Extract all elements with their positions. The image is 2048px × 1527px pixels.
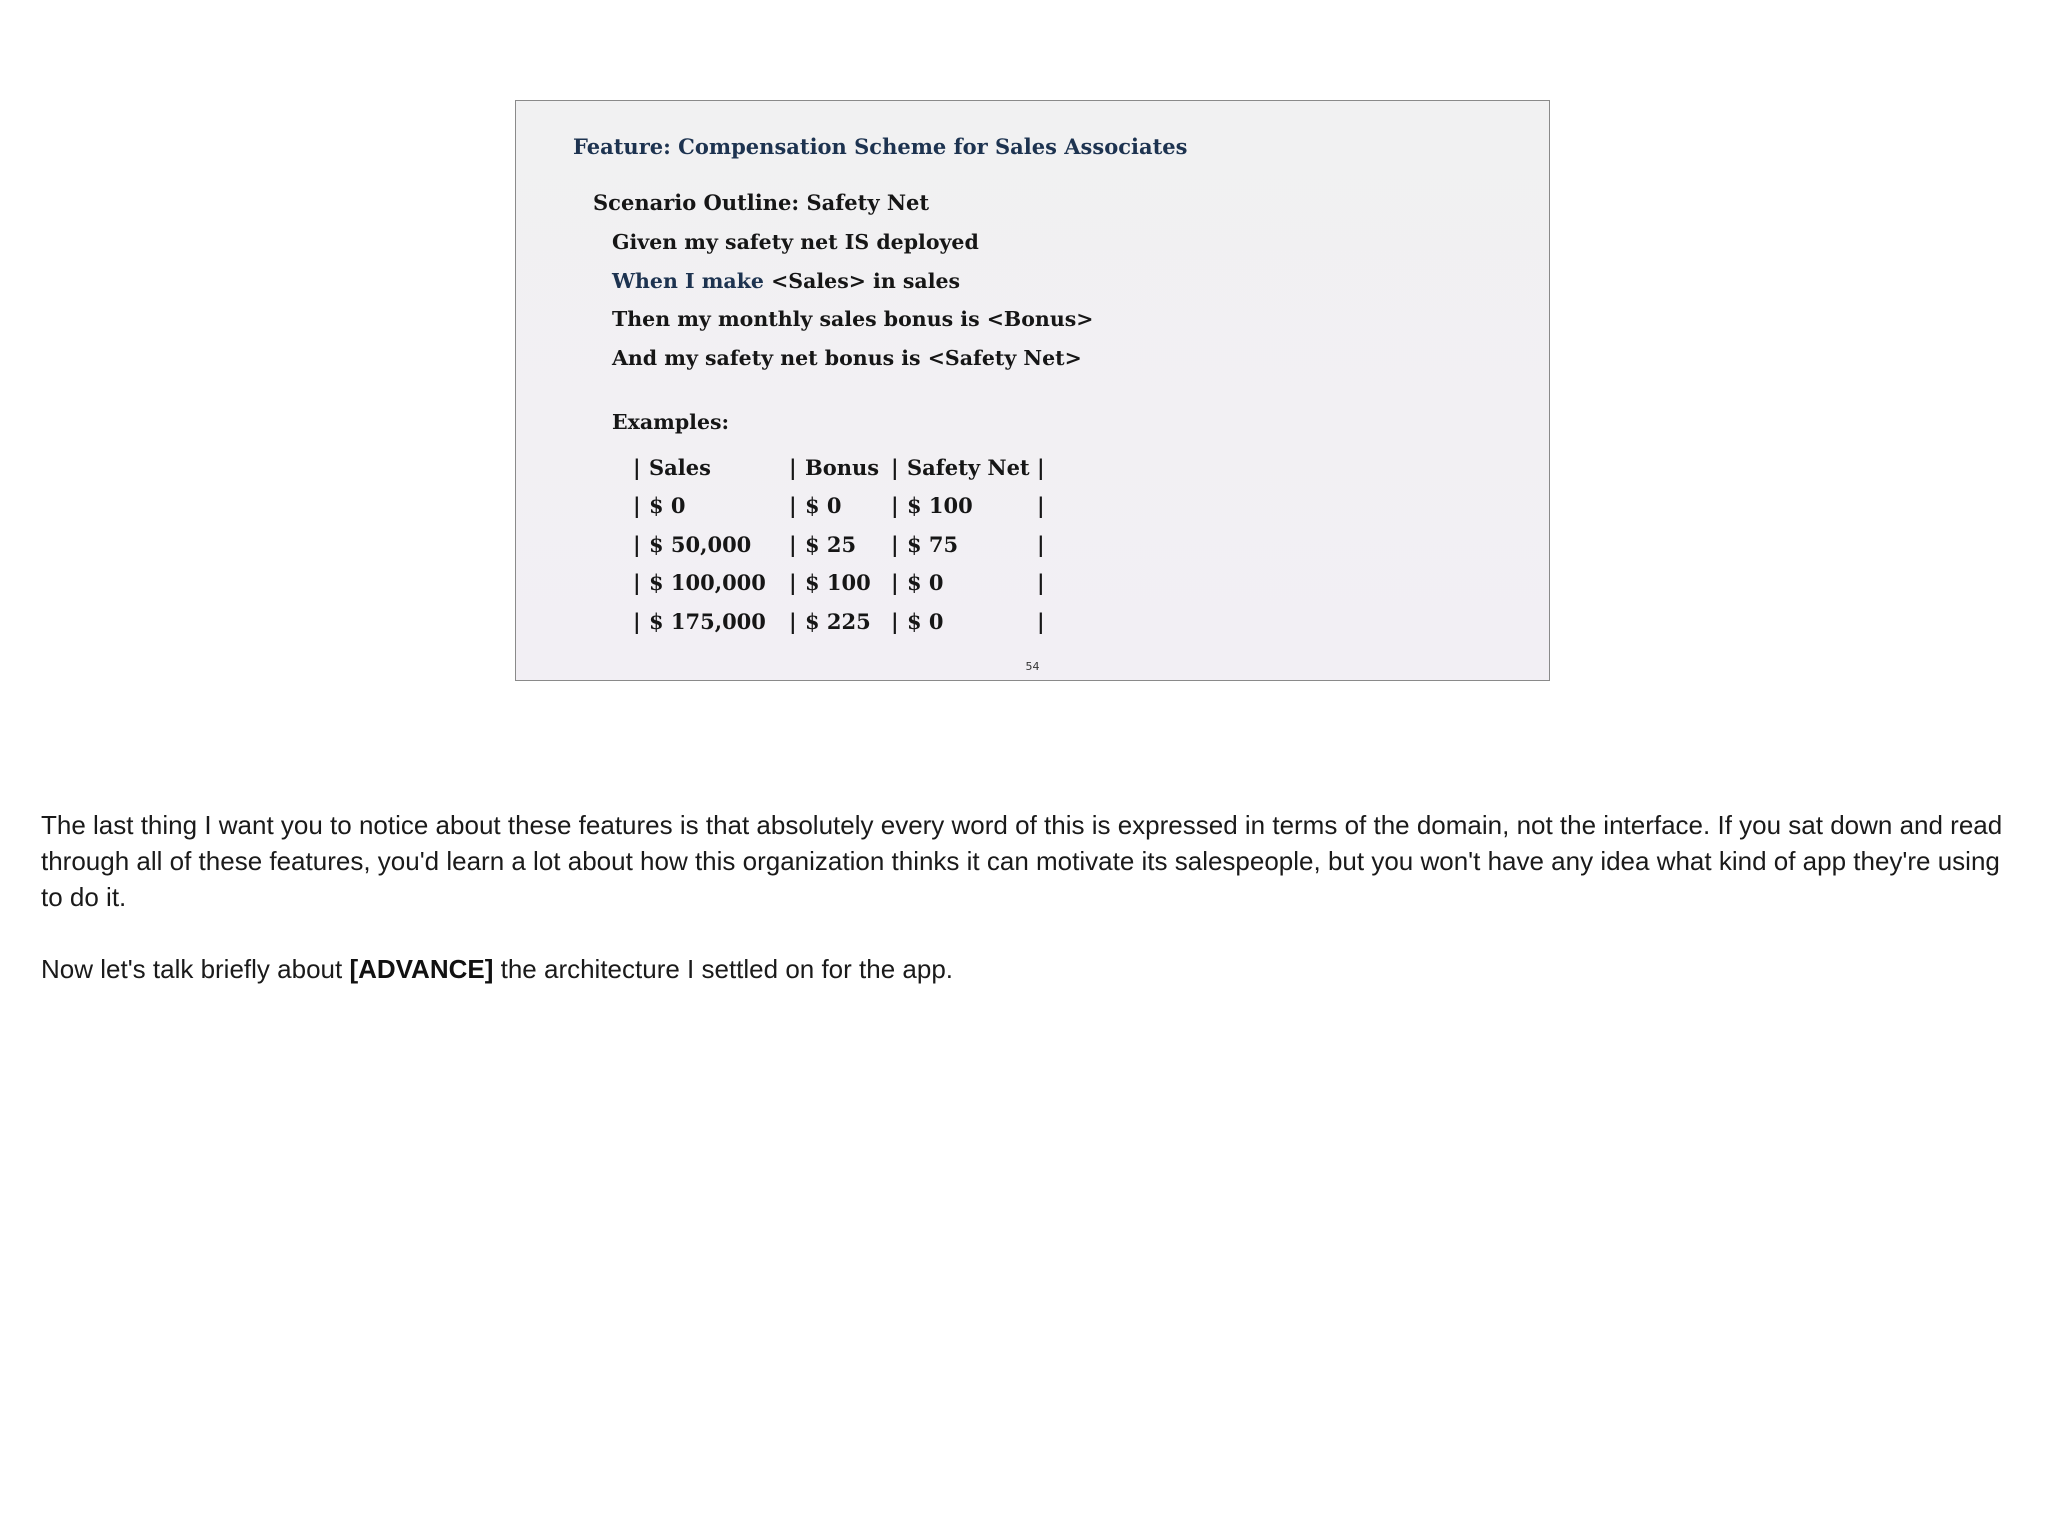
step-text: And my safety net bonus is <Safety Net> [612,346,1082,370]
table-pipe: | [1037,531,1045,557]
table-row [633,602,1053,641]
table-cell: $ 0 [649,493,686,519]
table-pipe: | [633,608,641,634]
table-pipe: | [891,531,899,557]
step-text: Then my monthly sales bonus is <Bonus> [612,307,1094,331]
table-cell: $ 100,000 [649,570,766,596]
examples-label: Examples: [612,410,730,434]
notes-text: the architecture I settled on for the app. [493,954,953,984]
table-cell: $ 75 [907,531,959,557]
notes-text: Now let's talk briefly about [41,954,350,984]
table-cell: $ 225 [805,608,871,634]
table-pipe: | [633,531,641,557]
table-pipe: | [633,493,641,519]
table-pipe: | [633,570,641,596]
table-cell: $ 25 [805,531,857,557]
table-row [633,487,1053,526]
table-pipe: | [789,454,797,480]
table-pipe: | [789,531,797,557]
notes-paragraph [41,951,2011,987]
step-text: <Sales> in sales [763,269,961,293]
advance-cue: [ADVANCE] [349,954,494,984]
step-keyword: When I make [612,269,764,293]
table-pipe: | [1037,454,1045,480]
step-given [612,232,979,253]
table-pipe: | [633,454,641,480]
slide-image [515,100,1550,681]
step-when [612,271,960,292]
table-cell: $ 175,000 [649,608,766,634]
table-pipe: | [891,454,899,480]
table-pipe: | [891,570,899,596]
table-cell: $ 0 [805,493,842,519]
presenter-notes [41,807,2011,1023]
table-row [633,564,1053,603]
notes-paragraph: The last thing I want you to notice about these features is that absolutely every word of this is expressed in terms of the domain, not the interface. If you sat down and read through all of these features, you'd learn a lot about how this organization thinks it can motivate its salespeople, but you won't have any idea what kind of app they're using to do it. [41,810,2003,912]
table-pipe: | [789,493,797,519]
table-pipe: | [789,570,797,596]
table-pipe: | [1037,570,1045,596]
table-cell: $ 0 [907,608,944,634]
table-cell: $ 0 [907,570,944,596]
table-pipe: | [1037,608,1045,634]
slide-number: 54 [1025,660,1040,673]
header-cell-safety-net: Safety Net [907,454,1030,480]
examples-table [633,448,1053,641]
header-cell-bonus: Bonus [805,454,880,480]
table-pipe: | [891,493,899,519]
table-cell: $ 100 [805,570,871,596]
feature-title: Feature: Compensation Scheme for Sales Associates [573,134,1188,159]
table-pipe: | [1037,493,1045,519]
step-text: Given my safety net IS deployed [612,230,979,254]
step-and [612,348,1082,369]
table-pipe: | [891,608,899,634]
table-row [633,525,1053,564]
table-cell: $ 100 [907,493,973,519]
scenario-title: Scenario Outline: Safety Net [593,190,930,215]
header-cell-sales: Sales [649,454,711,480]
table-cell: $ 50,000 [649,531,752,557]
table-pipe: | [789,608,797,634]
table-header-row [633,448,1053,487]
step-then [612,309,1093,330]
